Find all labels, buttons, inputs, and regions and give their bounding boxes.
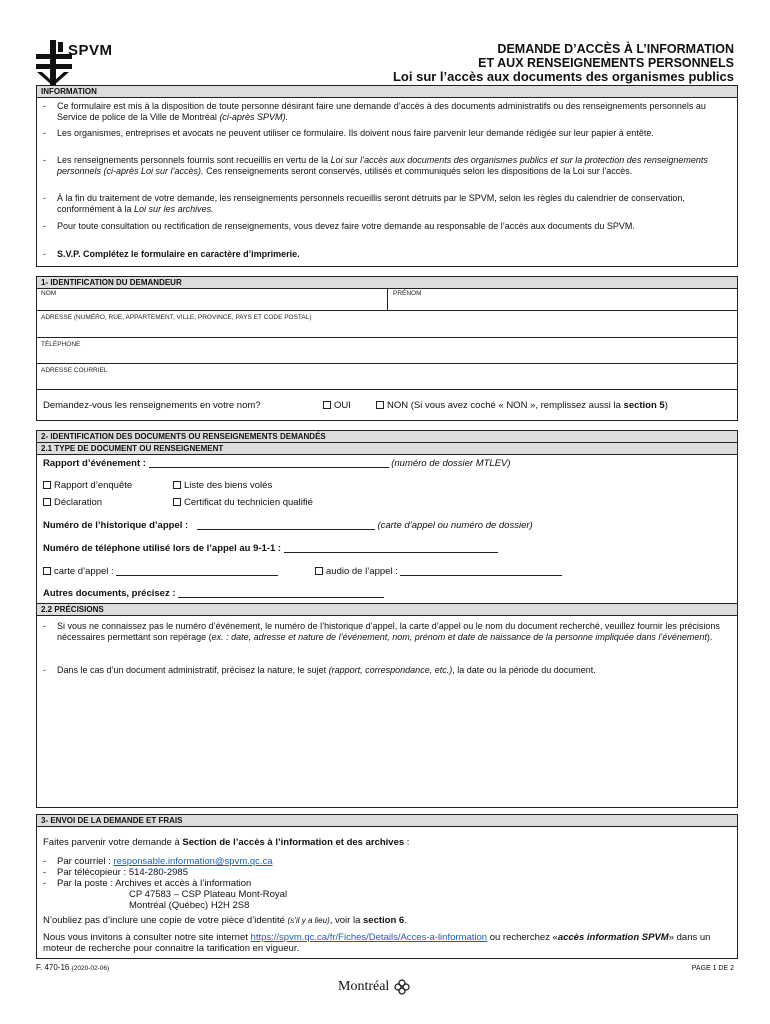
section-3 (36, 814, 738, 959)
title-line-2: ET AUX RENSEIGNEMENTS PERSONNELS (478, 56, 734, 70)
section-3-heading: 3- ENVOI DE LA DEMANDE ET FRAIS (37, 815, 737, 827)
checkbox[interactable] (173, 498, 181, 506)
name-divider (387, 288, 388, 310)
audio-appel-row[interactable]: audio de l’appel : (315, 566, 562, 577)
oui-checkbox[interactable] (323, 401, 331, 409)
form-number: F. 470-16 (2020-02-06) (36, 963, 110, 972)
nom-label: NOM (41, 290, 57, 297)
section-2-2-heading: 2.2 PRÉCISIONS (37, 603, 737, 616)
logo-text: SPVM (68, 42, 113, 59)
cb-rapport-enquete[interactable]: Rapport d’enquête (43, 480, 132, 491)
section-1 (36, 276, 738, 421)
audio-appel-checkbox[interactable] (315, 567, 323, 575)
nom-field[interactable] (41, 293, 381, 309)
cb-liste-biens[interactable]: Liste des biens volés (173, 480, 272, 491)
envoi-intro: Faites parvenir votre demande à Section de l’accès à l’information et des archives : (43, 837, 410, 848)
adresse-label: ADRESSE (NUMÉRO, RUE, APPARTEMENT, VILLE, PROVINCE, PAYS ET CODE POSTAL) (41, 314, 312, 321)
audio-appel-field[interactable] (400, 566, 562, 576)
cb-declaration[interactable]: Déclaration (43, 497, 102, 508)
carte-appel-row[interactable]: carte d’appel : (43, 566, 278, 577)
non-option[interactable]: NON (Si vous avez coché « NON », remplissez aussi la section 5) (376, 400, 668, 411)
autres-documents-field[interactable] (178, 588, 384, 598)
precision-bullet-2: - Dans le cas d’un document administratif, précisez la nature, le sujet (rapport, correspondance, etc.), la date ou la période du document. (43, 665, 596, 675)
information-heading: INFORMATION (37, 86, 737, 98)
title-line-3: Loi sur l’accès aux documents des organismes publics (392, 69, 734, 84)
page-number: PAGE 1 DE 2 (691, 965, 734, 972)
title-line-1: DEMANDE D’ACCÈS À L’INFORMATION (497, 42, 734, 56)
information-section (36, 85, 738, 267)
section-2-heading: 2- IDENTIFICATION DES DOCUMENTS OU RENSEIGNEMENTS DEMANDÉS (37, 431, 737, 443)
courriel-link[interactable]: responsable.information@spvm.qc.ca (113, 856, 273, 867)
courriel-label: ADRESSE COURRIEL (41, 367, 108, 374)
montreal-rosette-icon (394, 979, 410, 995)
info-bullet-5: - Pour toute consultation ou rectification de renseignements, vous devez faire votre demande au responsable de l’accès aux documents du SPVM. (43, 221, 635, 231)
info-bullet-1: - Ce formulaire est mis à la disposition de toute personne désirant faire une demande d’accès à des documents administratifs ou des renseignements personnels au Service de police de la Ville de Montréal (ci-après SPVM). (43, 101, 706, 122)
non-checkbox[interactable] (376, 401, 384, 409)
checkbox[interactable] (173, 481, 181, 489)
site-link[interactable]: https://spvm.qc.ca/fr/Fiches/Details/Acces-a-linformation (250, 932, 488, 943)
montreal-logo (338, 978, 410, 998)
info-bullet-6: - S.V.P. Complétez le formulaire en caractère d’imprimerie. (43, 249, 300, 259)
info-bullet-3: - Les renseignements personnels fournis sont recueillis en vertu de la Loi sur l’accès aux documents des organismes publics et sur la protection des renseignements personnels (ci-après Loi sur l’accès). Ces renseignements seront conservés, utilisés et communiqués selon les dispositions de la Loi sur l’accès. (43, 155, 708, 176)
oui-option[interactable]: OUI (323, 400, 351, 411)
telephone-911-field[interactable] (284, 543, 498, 553)
self-request-question: Demandez-vous les renseignements en votre nom? (43, 400, 261, 411)
envoi-courriel: - Par courriel : responsable.information@spvm.qc.ca (43, 856, 273, 867)
checkbox[interactable] (43, 481, 51, 489)
historique-field[interactable] (197, 520, 375, 530)
section-2 (36, 430, 738, 808)
prenom-field[interactable] (393, 293, 733, 309)
telephone-field[interactable] (41, 348, 731, 362)
section-1-heading: 1- IDENTIFICATION DU DEMANDEUR (37, 277, 737, 289)
montreal-wordmark: Montréal (338, 978, 390, 994)
cb-certificat[interactable]: Certificat du technicien qualifié (173, 497, 313, 508)
adresse-field[interactable] (41, 321, 731, 335)
telephone-911-row: Numéro de téléphone utilisé lors de l’appel au 9-1-1 : (43, 543, 498, 554)
checkbox[interactable] (43, 498, 51, 506)
carte-appel-field[interactable] (116, 566, 278, 576)
info-bullet-2: - Les organismes, entreprises et avocats ne peuvent utiliser ce formulaire. Ils doivent nous faire parvenir leur demande rédigée sur leur papier à entête. (43, 128, 654, 138)
carte-appel-checkbox[interactable] (43, 567, 51, 575)
historique-row: Numéro de l’historique d’appel : (carte d’appel ou numéro de dossier) (43, 520, 533, 531)
autres-documents-row: Autres documents, précisez : (43, 588, 384, 599)
prenom-label: PRÉNOM (393, 290, 422, 297)
spvm-logo (36, 40, 156, 86)
rapport-evenement-row: Rapport d’événement : (numéro de dossier MTLEV) (43, 458, 511, 469)
precisions-text-area[interactable] (41, 693, 733, 803)
poste-line-3: Montréal (Québec) H2H 2S8 (129, 900, 250, 911)
section-2-1-heading: 2.1 TYPE DE DOCUMENT OU RENSEIGNEMENT (37, 443, 737, 455)
rapport-evenement-field[interactable] (149, 458, 389, 468)
form-title (393, 42, 734, 84)
poste-line-2: CP 47583 – CSP Plateau Mont-Royal (129, 889, 288, 900)
envoi-poste: - Par la poste : Archives et accès à l’information (43, 878, 252, 889)
info-bullet-4: - À la fin du traitement de votre demande, les renseignements personnels recueillis seront détruits par le SPVM, selon les règles du calendrier de conservation, conformément à la Loi sur les archives. (43, 193, 685, 214)
identite-note: N’oubliez pas d’inclure une copie de votre pièce d’identité (s’il y a lieu), voir la section 6. (43, 915, 407, 926)
telephone-label: TÉLÉPHONE (41, 341, 81, 348)
site-note: Nous vous invitons à consulter notre site internet https://spvm.qc.ca/fr/Fiches/Details/Acces-a-linformation ou recherchez «accès information SPVM» dans un moteur de recherche pour connaitre la tarification en vigueur. (43, 932, 711, 954)
envoi-telecopieur: - Par télécopieur : 514-280-2985 (43, 867, 188, 878)
precision-bullet-1: - Si vous ne connaissez pas le numéro d’événement, le numéro de l’historique d’appel, la carte d’appel ou le nom du document recherché, veuillez fournir les précisions nécessaires permettant son repérage (ex. : date, adresse et nature de l’événement, nom, prénom et date de naissance de la personne impliquée dans l’événement). (43, 621, 720, 642)
courriel-field[interactable] (41, 374, 731, 388)
